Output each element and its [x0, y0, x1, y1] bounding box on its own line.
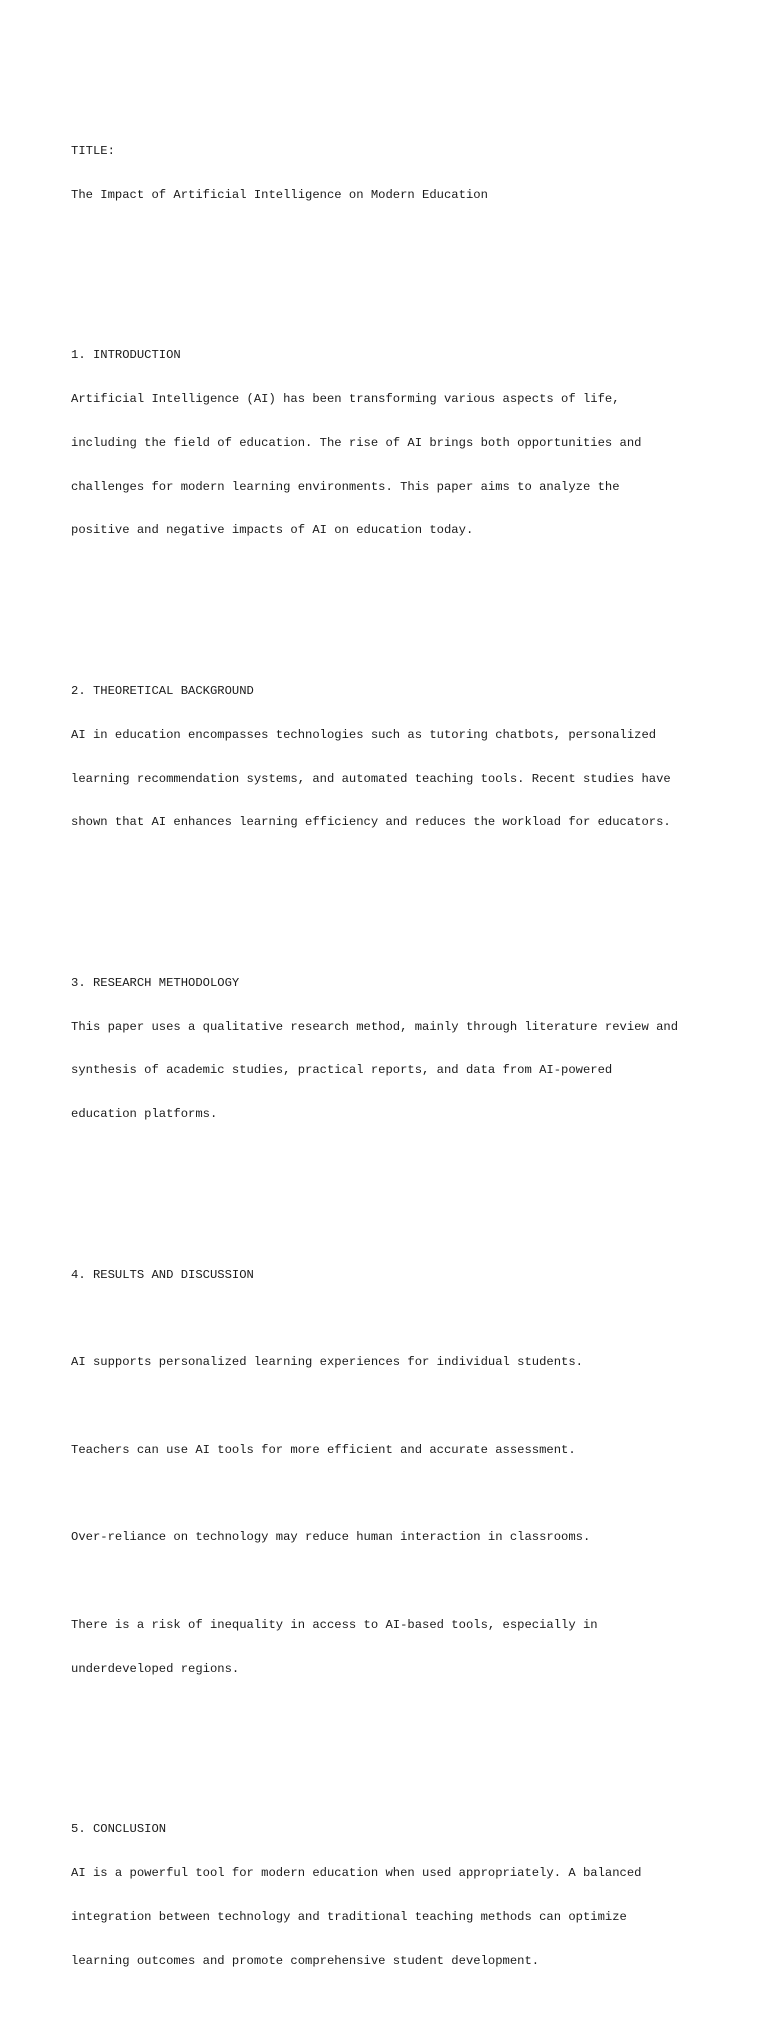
result-point: Over-reliance on technology may reduce human interaction in classrooms. — [71, 1530, 591, 1545]
spacer — [71, 1487, 751, 1502]
paper-title: The Impact of Artificial Intelligence on Modern Education — [71, 187, 488, 202]
paper-page — [71, 71, 751, 2027]
body-line: education platforms. — [71, 1107, 218, 1122]
body-line: This paper uses a qualitative research method, mainly through literature review and — [71, 1019, 679, 1034]
spacer — [71, 1735, 751, 1750]
section-background — [71, 655, 751, 859]
section-results — [71, 1239, 751, 1706]
spacer — [71, 596, 751, 611]
body-line: shown that AI enhances learning efficiency and reduces the workload for educators. — [71, 815, 671, 830]
body-line: AI is a powerful tool for modern education when used appropriately. A balanced — [71, 1866, 642, 1881]
section-conclusion — [71, 1793, 751, 1997]
spacer — [71, 1311, 751, 1326]
body-line: learning outcomes and promote comprehensive student development. — [71, 1953, 540, 1968]
spacer — [71, 1574, 751, 1589]
title-label: TITLE: — [71, 143, 115, 158]
body-line: Artificial Intelligence (AI) has been transforming various aspects of life, — [71, 392, 620, 407]
section-heading: 3. RESEARCH METHODOLOGY — [71, 975, 240, 990]
section-heading: 5. CONCLUSION — [71, 1822, 167, 1837]
section-methodology — [71, 947, 751, 1151]
body-line: learning recommendation systems, and automated teaching tools. Recent studies have — [71, 771, 671, 786]
body-line: AI in education encompasses technologies such as tutoring chatbots, personalized — [71, 727, 657, 742]
section-heading: 1. INTRODUCTION — [71, 348, 181, 363]
result-point: There is a risk of inequality in access to AI-based tools, especially in — [71, 1617, 598, 1632]
spacer — [71, 1180, 751, 1195]
body-line: positive and negative impacts of AI on education today. — [71, 523, 474, 538]
section-introduction — [71, 319, 751, 567]
section-heading: 4. RESULTS AND DISCUSSION — [71, 1267, 254, 1282]
body-line: challenges for modern learning environments. This paper aims to analyze the — [71, 479, 620, 494]
result-point: Teachers can use AI tools for more efficient and accurate assessment. — [71, 1442, 576, 1457]
spacer — [71, 888, 751, 903]
section-heading: 2. THEORETICAL BACKGROUND — [71, 683, 254, 698]
body-line: integration between technology and traditional teaching methods can optimize — [71, 1909, 627, 1924]
body-line: synthesis of academic studies, practical reports, and data from AI-powered — [71, 1063, 613, 1078]
spacer — [71, 261, 751, 276]
result-point: AI supports personalized learning experiences for individual students. — [71, 1355, 583, 1370]
body-line: including the field of education. The rise of AI brings both opportunities and — [71, 435, 642, 450]
title-block — [71, 115, 751, 232]
result-point: underdeveloped regions. — [71, 1661, 240, 1676]
spacer — [71, 1399, 751, 1414]
